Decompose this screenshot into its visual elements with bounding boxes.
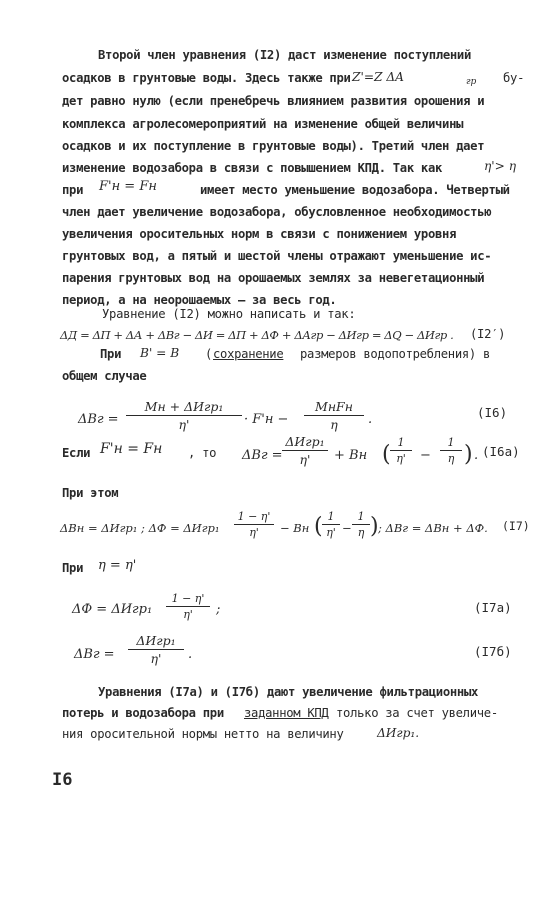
eq17a-end: ; — [216, 602, 221, 617]
eq17-fraction-1 — [234, 510, 274, 539]
p1-line-10: грунтовых вод, а пятый и шестой члены отражают уменьшение ис- — [62, 249, 492, 263]
p3-line-3a: ния оросительной нормы нетто на величину — [62, 727, 344, 741]
eq17-den-2: η' — [326, 526, 336, 539]
eq16a-condition: F'н = Fн — [100, 441, 163, 457]
p3-line-1: Уравнения (I7a) и (I7б) дают увеличение фильтрационных — [98, 685, 479, 699]
eq16a-den-2: η' — [396, 452, 406, 465]
equation-12-prime: ΔД = ΔП + ΔА + ΔВг − ΔИ = ΔП + ΔФ + ΔАгр − ΔИгр = ΔQ − ΔИгр . — [60, 328, 454, 342]
p3-line-3b: ΔИгр₁. — [377, 726, 420, 740]
p1-line-2b: Z'=Z ΔA — [352, 70, 404, 84]
eq17-fraction-3 — [352, 510, 370, 539]
eq16-num-1: Mн + ΔИгр₁ — [126, 399, 242, 416]
eq17-num-3: 1 — [352, 510, 370, 525]
p1-line-5: осадков и их поступление в грунтовые воды). Третий член дает — [62, 139, 485, 153]
eq16a-label: (I6a) — [482, 444, 520, 459]
eq17-fraction-2 — [322, 510, 340, 539]
eq16a-fraction-1 — [282, 434, 328, 467]
p1-line-7c: имеет место уменьшение водозабора. Четвертый — [200, 183, 510, 197]
page-number: I6 — [52, 770, 73, 790]
eq17a-fraction — [166, 592, 210, 621]
eq16a-den-1: η' — [299, 452, 311, 467]
eq16a-fraction-2 — [390, 436, 412, 465]
eq16a-dot: . — [474, 448, 479, 463]
eq17a-den: η' — [183, 608, 193, 621]
eq16-den-1: η' — [178, 417, 190, 432]
eq17b-dot: . — [188, 647, 193, 662]
p1-line-11: парения грунтовых вод на орошаемых землях за невегетационный — [62, 271, 485, 285]
p2-line-3-paren: ( — [205, 347, 213, 361]
eq17-part-3: ; ΔBг = ΔBн + ΔФ. — [378, 521, 488, 535]
p3-line-2a: потерь и водозабора при — [62, 706, 224, 720]
eq16a-open-paren: ( — [382, 442, 391, 467]
cond17-eq: η = η' — [98, 558, 137, 573]
eq16-num-2: MнFн — [304, 399, 364, 416]
eq16a-close-paren: ) — [464, 442, 473, 467]
eq17-label: (I7) — [502, 519, 530, 533]
eq17a-label: (I7a) — [474, 600, 512, 615]
eq17-den-3: η — [357, 526, 365, 539]
eq17-minus: − — [342, 521, 352, 535]
eq16-lhs: ΔBг = — [78, 412, 119, 427]
p1-line-3: дет равно нулю (если пренебречь влиянием развития орошения и — [62, 94, 485, 108]
p2-line-3d: размеров водопотребления) в — [300, 347, 491, 361]
eq17b-fraction — [128, 633, 184, 666]
p1-line-7b: F'н = Fн — [99, 179, 157, 194]
eq16a-plus: + Bн — [334, 448, 368, 463]
eq16a-minus: − — [420, 448, 431, 463]
p1-line-2a: осадков в грунтовые воды. Здесь также при — [62, 71, 351, 85]
eq16a-lhs: ΔBг = — [242, 448, 283, 463]
eq16a-num-3: 1 — [440, 436, 462, 451]
eq16a-num-1: ΔИгр₁ — [282, 434, 328, 451]
eq16a-then: , то — [188, 446, 217, 460]
p1-line-6a: изменение водозабора в связи с повышением КПД. Так как — [62, 161, 443, 175]
eq17-num-1: 1 − η' — [234, 510, 274, 525]
eq16-den-2: η — [330, 417, 338, 432]
eq17-part-2: − Bн — [280, 521, 310, 535]
eq17-num-2: 1 — [322, 510, 340, 525]
p1-line-6b: η'> η — [484, 159, 517, 173]
eq16a-if: Если — [62, 446, 91, 460]
p3-line-2b: заданном КПД — [244, 706, 329, 720]
eq17a-lhs: ΔФ = ΔИгр₁ — [72, 602, 153, 617]
eq17-den-1: η' — [249, 526, 259, 539]
eq16-label: (I6) — [477, 405, 508, 420]
eq17-close-paren: ) — [370, 514, 379, 539]
eq16a-den-3: η — [447, 452, 455, 465]
cond17-pri: При — [62, 561, 84, 575]
eq16a-fraction-3 — [440, 436, 462, 465]
p1-line-8: член дает увеличение водозабора, обусловленное необходимостью — [62, 205, 492, 219]
p3-line-2c: только за счет увеличе- — [336, 706, 498, 720]
p1-line-9: увеличения оросительных норм в связи с понижением уровня — [62, 227, 457, 241]
eq16-dot: . — [368, 412, 373, 427]
p1-line-12: период, а на неорошаемых – за весь год. — [62, 293, 337, 307]
eq17b-label: (I7б) — [474, 644, 512, 659]
text-pri-etom: При этом — [62, 486, 119, 500]
eq16a-num-2: 1 — [390, 436, 412, 451]
p2-line-3a: При — [100, 347, 122, 361]
p1-line-7a: при — [62, 183, 84, 197]
eq16-fraction-1 — [126, 399, 242, 432]
p2-line-3c: сохранение — [213, 347, 284, 361]
p2-line-4: общем случае — [62, 369, 147, 383]
p1-line-4: комплекса агролесомероприятий на изменение общей величины — [62, 117, 464, 131]
eq17a-num: 1 − η' — [166, 592, 210, 607]
p1-line-1: Второй член уравнения (I2) даст изменение поступлений — [98, 48, 471, 62]
eq16-fraction-2 — [304, 399, 364, 432]
p1-line-2c: гр — [466, 77, 477, 87]
eq17b-num: ΔИгр₁ — [128, 633, 184, 650]
eq17b-lhs: ΔBг = — [74, 647, 115, 662]
p2-line-3b: B' = B — [140, 346, 180, 360]
eq17-part-1: ΔBн = ΔИгр₁ ; ΔФ = ΔИгр₁ — [60, 521, 220, 535]
eq17-open-paren: ( — [314, 514, 323, 539]
p1-line-2d: бу- — [503, 71, 525, 85]
eq17b-den: η' — [150, 651, 162, 666]
p2-line-1: Уравнение (I2) можно написать и так: — [102, 307, 356, 321]
eq16-mid: · F'н − — [244, 412, 289, 427]
equation-12-prime-label: (I2′) — [470, 327, 506, 341]
